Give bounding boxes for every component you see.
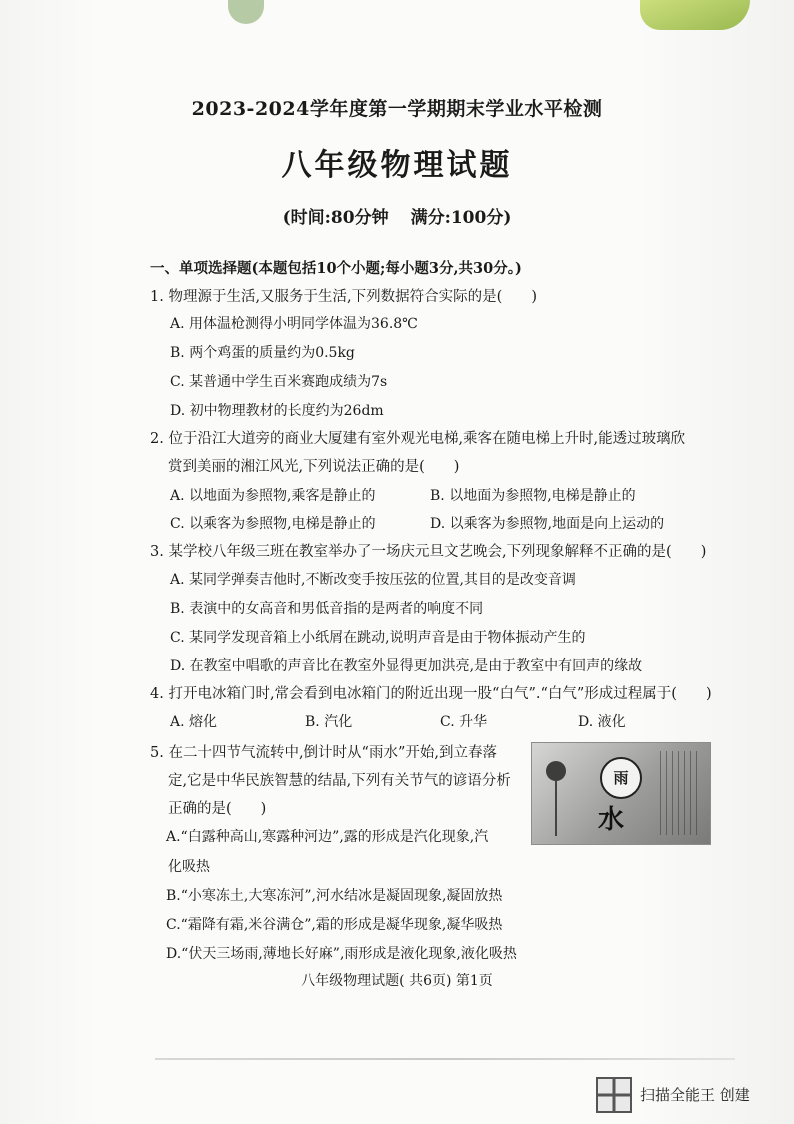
question-2-option-b: B. 以地面为参照物,电梯是静止的 bbox=[430, 488, 636, 504]
question-5-stem-line-1: 5. 在二十四节气流转中,倒计时从“雨水”开始,到立春落 bbox=[150, 745, 497, 761]
exam-time-score bbox=[0, 203, 794, 228]
yushui-solar-term-image bbox=[531, 742, 711, 845]
exam-time-label: (时间:80分钟 bbox=[282, 208, 389, 228]
question-3-option-b: B. 表演中的女高音和男低音指的是两者的响度不同 bbox=[170, 601, 484, 617]
section-title: 一、单项选择题(本题包括10个小题;每小题3分,共30分。) bbox=[150, 260, 522, 277]
question-1-option-c: C. 某普通中学生百米赛跑成绩为7s bbox=[170, 374, 388, 390]
question-4-option-c: C. 升华 bbox=[440, 714, 488, 730]
question-2-stem-line-1: 2. 位于沿江大道旁的商业大厦建有室外观光电梯,乘客在随电梯上升时,能透过玻璃欣 bbox=[150, 431, 686, 447]
question-1-option-a: A. 用体温枪测得小明同学体温为36.8℃ bbox=[170, 316, 418, 332]
question-5-stem-line-3: 正确的是( ) bbox=[168, 801, 267, 817]
question-2-option-c: C. 以乘客为参照物,电梯是静止的 bbox=[170, 516, 376, 532]
qr-code-icon bbox=[596, 1077, 632, 1113]
exam-main-title: 八年级物理试题 bbox=[281, 148, 513, 183]
question-3-option-c: C. 某同学发现音箱上小纸屑在跳动,说明声音是由于物体振动产生的 bbox=[170, 630, 586, 646]
figure-big-char: 水 bbox=[598, 805, 625, 835]
question-4-option-b: B. 汽化 bbox=[305, 714, 353, 730]
question-1-option-d: D. 初中物理教材的长度约为26dm bbox=[170, 403, 384, 419]
page-footer: 八年级物理试题( 共6页) 第1页 bbox=[301, 973, 493, 989]
question-5-option-a-cont: 化吸热 bbox=[168, 859, 210, 875]
flower-icon bbox=[546, 761, 566, 781]
question-5-option-c: C.“霜降有霜,米谷满仓”,霜的形成是凝华现象,凝华吸热 bbox=[166, 917, 503, 933]
question-4-option-d: D. 液化 bbox=[578, 714, 626, 730]
question-4-option-a: A. 熔化 bbox=[170, 714, 218, 730]
question-3-option-d: D. 在教室中唱歌的声音比在教室外显得更加洪亮,是由于教室中有回声的缘故 bbox=[170, 658, 643, 674]
question-2-stem-line-2: 赏到美丽的湘江风光,下列说法正确的是( ) bbox=[168, 459, 460, 475]
question-5-option-b: B.“小寒冻土,大寒冻河”,河水结冰是凝固现象,凝固放热 bbox=[166, 888, 503, 904]
scan-edge-line bbox=[155, 1058, 735, 1060]
scanner-watermark: 扫描全能王 创建 bbox=[640, 1086, 750, 1104]
question-5-option-a: A.“白露种高山,寒露种河边”,露的形成是汽化现象,汽 bbox=[166, 829, 489, 845]
exam-score-label: 满分:100分) bbox=[410, 208, 512, 228]
exam-year-title: 2023-2024学年度第一学期期末学业水平检测 bbox=[191, 98, 603, 120]
question-2-option-d: D. 以乘客为参照物,地面是向上运动的 bbox=[430, 516, 665, 532]
question-1-stem: 1. 物理源于生活,又服务于生活,下列数据符合实际的是( ) bbox=[150, 289, 537, 305]
question-4-stem: 4. 打开电冰箱门时,常会看到电冰箱门的附近出现一股“白气”.“白气”形成过程属于( ) bbox=[150, 686, 712, 702]
question-3-stem: 3. 某学校八年级三班在教室举办了一场庆元旦文艺晚会,下列现象解释不正确的是( ) bbox=[150, 544, 707, 560]
flower-stem bbox=[555, 781, 557, 836]
figure-circle-char: 雨 bbox=[600, 757, 642, 799]
question-5-stem-line-2: 定,它是中华民族智慧的结晶,下列有关节气的谚语分析 bbox=[168, 773, 511, 789]
question-1-option-b: B. 两个鸡蛋的质量约为0.5kg bbox=[170, 345, 355, 361]
figure-vertical-text-block bbox=[660, 751, 700, 835]
question-3-option-a: A. 某同学弹奏吉他时,不断改变手按压弦的位置,其目的是改变音调 bbox=[170, 572, 576, 588]
leaf-decoration-right bbox=[640, 0, 750, 30]
question-2-option-a: A. 以地面为参照物,乘客是静止的 bbox=[170, 488, 376, 504]
question-5-option-d: D.“伏天三场雨,薄地长好麻”,雨形成是液化现象,液化吸热 bbox=[166, 946, 517, 962]
